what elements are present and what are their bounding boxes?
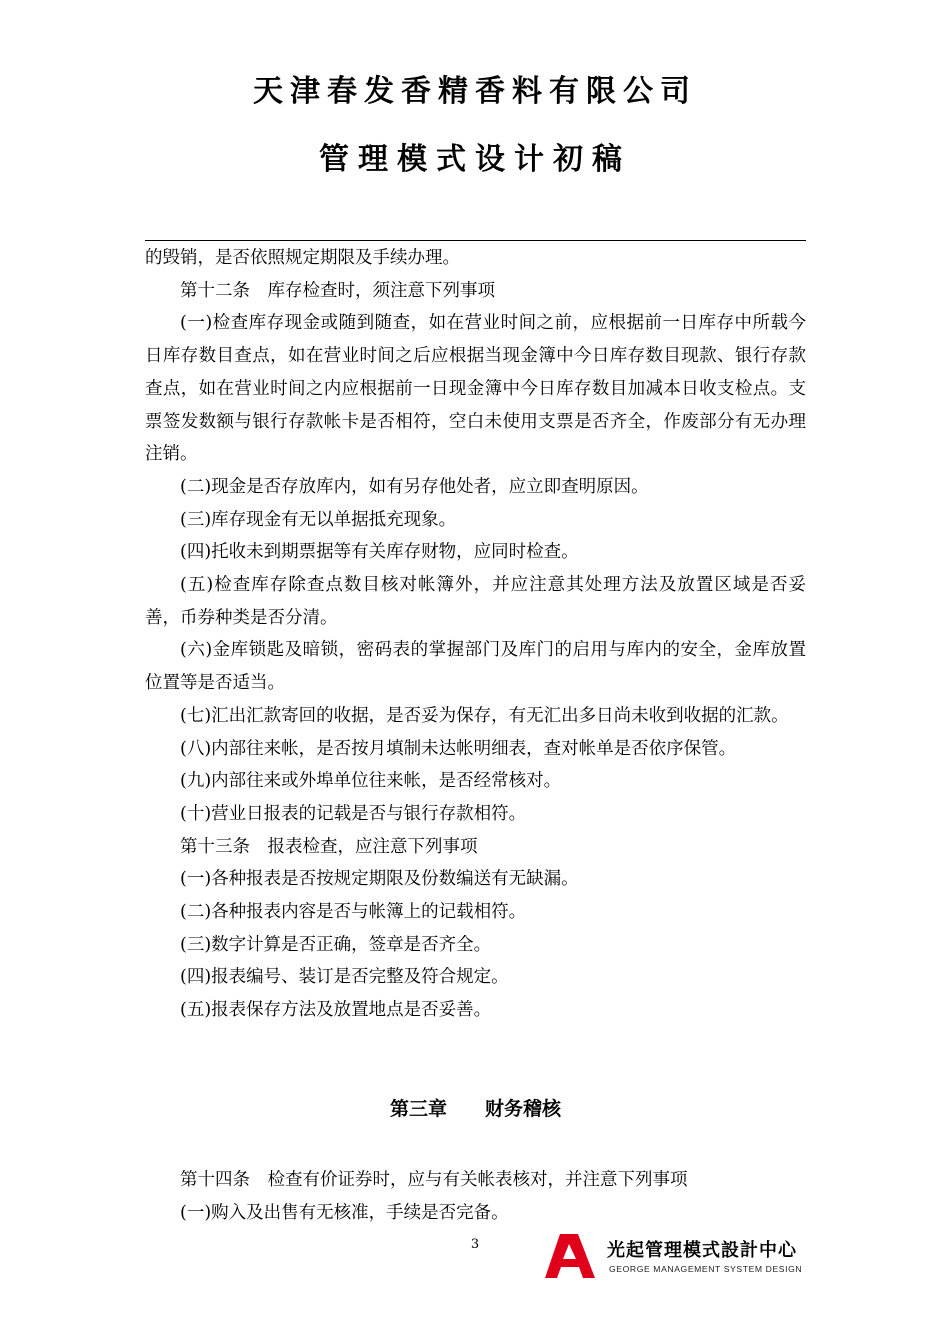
article-12-item-2: (二)现金是否存放库内，如有另存他处者，应立即查明原因。	[180, 476, 649, 497]
article-14-heading: 第十四条 检查有价证券时，应与有关帐表核对，并注意下列事项	[180, 1170, 688, 1190]
article-12-item-4: (四)托收未到期票据等有关库存财物，应同时检查。	[180, 542, 579, 563]
body-section-2	[145, 1164, 806, 1229]
article-13-item-2: (二)各种报表内容是否与帐簿上的记载相符。	[180, 902, 527, 923]
document-title: 管理模式设计初稿	[319, 142, 631, 177]
article-13-item-3: (三)数字计算是否正确，签章是否齐全。	[180, 934, 492, 955]
article-13-item-5: (五)报表保存方法及放置地点是否妥善。	[180, 1000, 492, 1021]
article-12-item-6: (六)金库锁匙及暗锁，密码表的掌握部门及库门的启用与库内的安全，金库放置位置等是否适当。	[145, 640, 806, 694]
body-section-1	[145, 242, 806, 1027]
article-12-item-3: (三)库存现金有无以单据抵充现象。	[180, 509, 457, 530]
paragraph-continuation: 的毁销，是否依照规定期限及手续办理。	[145, 248, 460, 268]
george-logo-icon	[545, 1234, 597, 1278]
footer-logo	[545, 1234, 810, 1280]
article-14-item-1: (一)购入及出售有无核准，手续是否完备。	[180, 1202, 509, 1223]
article-13-item-4: (四)报表编号、装订是否完整及符合规定。	[180, 967, 509, 988]
chapter-heading: 第三章 财务稽核	[389, 1098, 561, 1120]
logo-chinese-name: 光起管理模式設計中心	[607, 1240, 797, 1261]
article-12-item-5: (五)检查库存除查点数目核对帐簿外，并应注意其处理方法及放置区域是否妥善，币券种类是否分清。	[145, 575, 806, 628]
article-13-heading: 第十三条 报表检查，应注意下列事项	[180, 836, 478, 857]
article-12-item-8: (八)内部往来帐，是否按月填制未达帐明细表，查对帐单是否依序保管。	[180, 738, 737, 759]
article-13-item-1: (一)各种报表是否按规定期限及份数编送有无缺漏。	[180, 869, 579, 890]
page-number: 3	[470, 1237, 480, 1252]
article-12-item-9: (九)内部往来或外埠单位往来帐，是否经常核对。	[180, 771, 562, 792]
article-12-item-10: (十)营业日报表的记载是否与银行存款相符。	[180, 803, 527, 824]
company-title: 天津春发香精香料有限公司	[253, 74, 697, 109]
article-12-item-7: (七)汇出汇款寄回的收据，是否妥为保存，有无汇出多日尚未收到收据的汇款。	[180, 705, 789, 726]
header-rule	[145, 240, 806, 241]
article-12-heading: 第十二条 库存检查时，须注意下列事项	[180, 280, 495, 301]
logo-english-name: GEORGE MANAGEMENT SYSTEM DESIGN	[609, 1264, 803, 1274]
article-12-item-1: (一)检查库存现金或随到随查，如在营业时间之前，应根据前一日库存中所载今日库存数目查点，如在营业时间之后应根据当现金簿中今日库存数目现款、银行存款查点，如在营业时间之内应根据前一日现金簿中今日库存数目加减本日收支检点。支票签发数额与银行存款帐卡是否相符，空白未使用支票是否齐全，作废部分有无办理注销。	[145, 313, 806, 465]
